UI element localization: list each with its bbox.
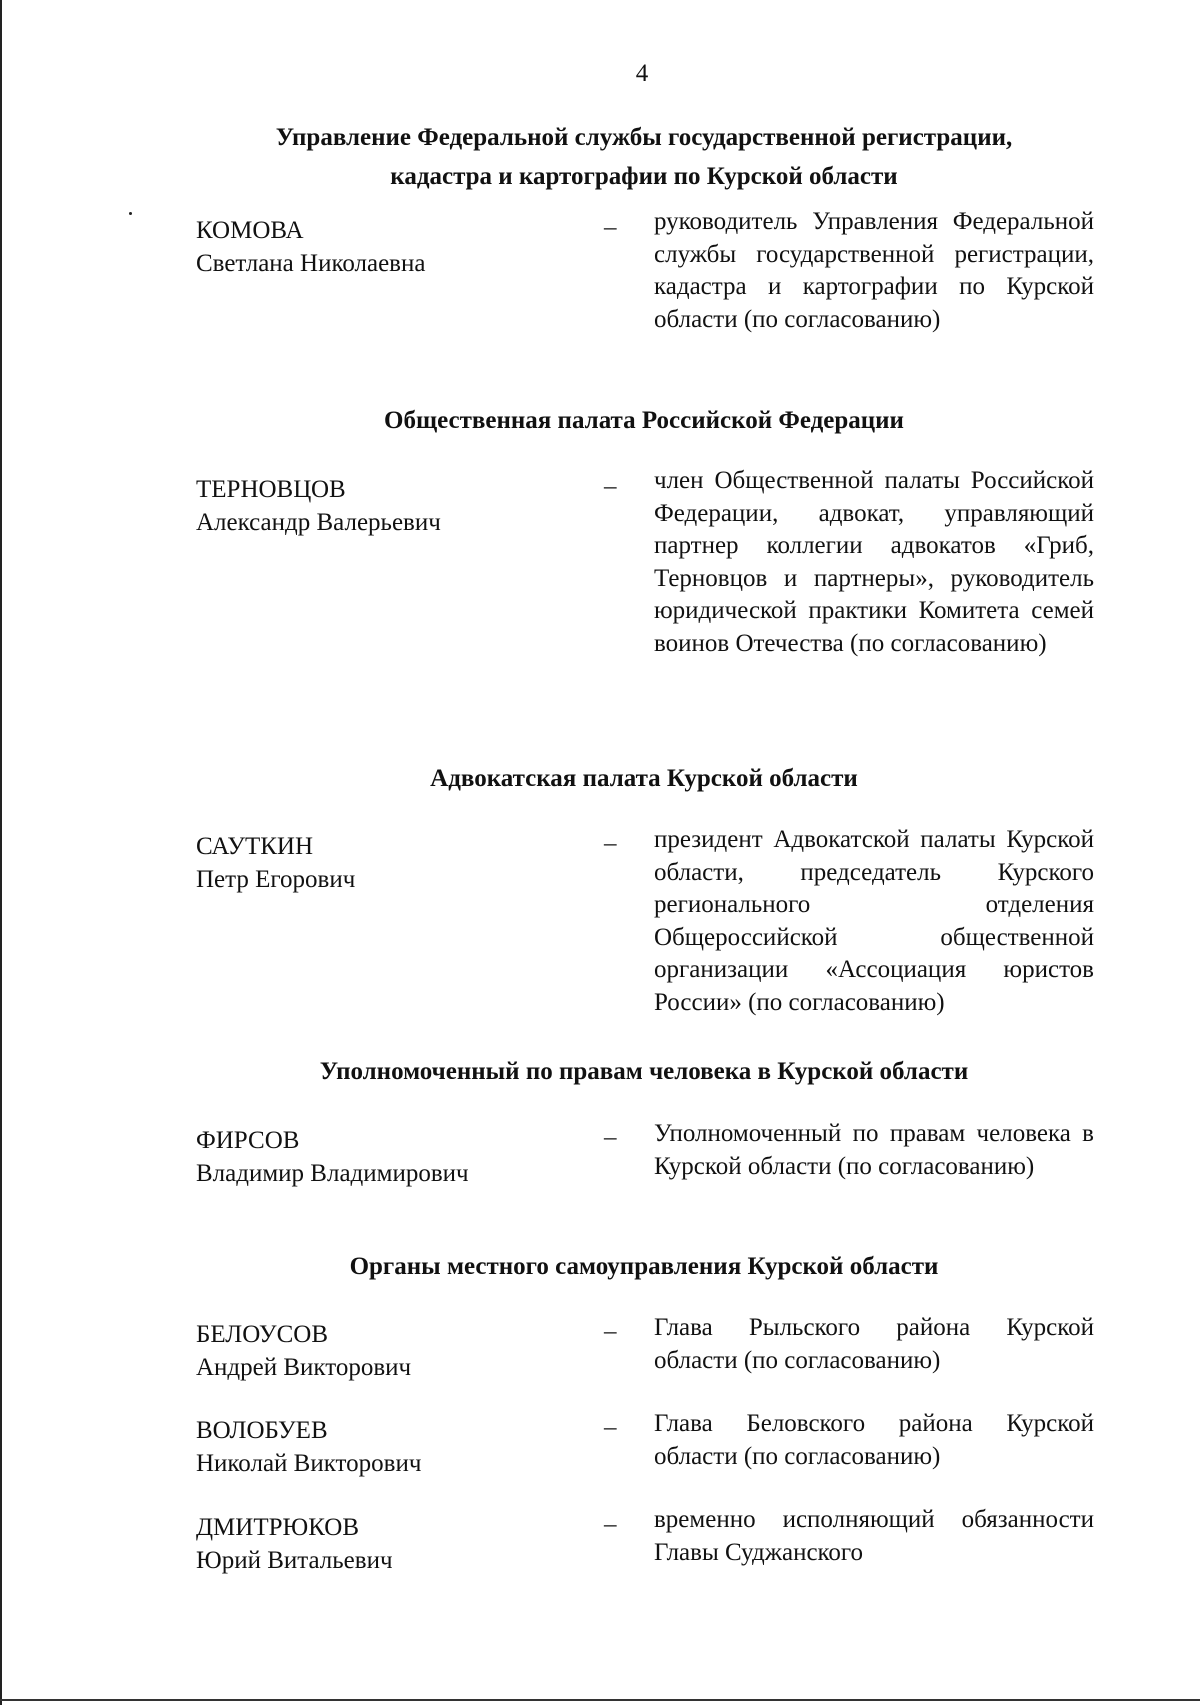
section-heading-public-chamber xyxy=(196,401,1092,440)
member-description-komova: руководитель Управления Федеральной службы государственной регистрации, кадастра и картографии по Курской области (по согласованию) xyxy=(654,208,1094,333)
section-heading-rosreestr xyxy=(196,118,1092,196)
member-dash: – xyxy=(604,830,617,857)
section-heading-line: Адвокатская палата Курской области xyxy=(430,765,858,792)
member-dash: – xyxy=(604,1318,617,1345)
member-dash: – xyxy=(604,214,617,241)
section-heading-ombudsman xyxy=(196,1052,1092,1091)
section-heading-line: кадастра и картографии по Курской области xyxy=(390,163,898,190)
member-given-names: Светлана Николаевна xyxy=(196,250,426,277)
member-given-names: Юрий Витальевич xyxy=(196,1547,393,1574)
member-description-ternovtsov: член Общественной палаты Российской Федерации, адвокат, управляющий партнер коллегии адвокатов «Гриб, Терновцов и партнеры», руководитель юридической практики Комитета семей воинов Отечества (по согласованию) xyxy=(654,467,1094,657)
scan-bottom-edge xyxy=(0,1699,1200,1701)
member-name-firsov xyxy=(196,1124,576,1190)
member-name-volobuev xyxy=(196,1414,576,1480)
member-dash: – xyxy=(604,1414,617,1441)
section-heading-line: Общественная палата Российской Федерации xyxy=(384,407,904,434)
member-surname: ФИРСОВ xyxy=(196,1127,300,1154)
member-surname: САУТКИН xyxy=(196,833,314,860)
member-description-dmitryukov: временно исполняющий обязанности Главы Суджанского xyxy=(654,1506,1094,1566)
member-dash: – xyxy=(604,473,617,500)
page-number: 4 xyxy=(635,60,649,87)
section-heading-line: Органы местного самоуправления Курской области xyxy=(349,1253,939,1280)
member-given-names: Андрей Викторович xyxy=(196,1354,412,1381)
member-name-dmitryukov xyxy=(196,1511,576,1577)
member-name-ternovtsov xyxy=(196,473,576,539)
member-name-komova xyxy=(196,214,576,280)
member-surname: БЕЛОУСОВ xyxy=(196,1321,329,1348)
scan-speck xyxy=(129,212,132,215)
section-heading-bar-chamber xyxy=(196,759,1092,798)
section-heading-line: Уполномоченный по правам человека в Курской области xyxy=(319,1058,969,1085)
member-dash: – xyxy=(604,1124,617,1151)
member-description-firsov: Уполномоченный по правам человека в Курской области (по согласованию) xyxy=(654,1120,1094,1180)
member-surname: ДМИТРЮКОВ xyxy=(196,1514,359,1541)
member-name-sautkin xyxy=(196,830,576,896)
member-description-belousov: Глава Рыльского района Курской области (по согласованию) xyxy=(654,1314,1094,1374)
section-heading-local-government xyxy=(196,1247,1092,1286)
member-description-volobuev: Глава Беловского района Курской области (по согласованию) xyxy=(654,1410,1094,1470)
member-given-names: Владимир Владимирович xyxy=(196,1160,469,1187)
member-surname: ВОЛОБУЕВ xyxy=(196,1417,328,1444)
member-surname: КОМОВА xyxy=(196,217,304,244)
member-name-belousov xyxy=(196,1318,576,1384)
member-description-sautkin: президент Адвокатской палаты Курской области, председатель Курского регионального отделения Общероссийской общественной организации «Ассоциация юристов России» (по согласованию) xyxy=(654,826,1094,1016)
member-given-names: Николай Викторович xyxy=(196,1450,422,1477)
member-dash: – xyxy=(604,1511,617,1538)
member-given-names: Петр Егорович xyxy=(196,866,356,893)
scan-left-edge xyxy=(0,0,2,1705)
member-surname: ТЕРНОВЦОВ xyxy=(196,476,346,503)
member-given-names: Александр Валерьевич xyxy=(196,509,441,536)
section-heading-line: Управление Федеральной службы государственной регистрации, xyxy=(275,124,1013,151)
